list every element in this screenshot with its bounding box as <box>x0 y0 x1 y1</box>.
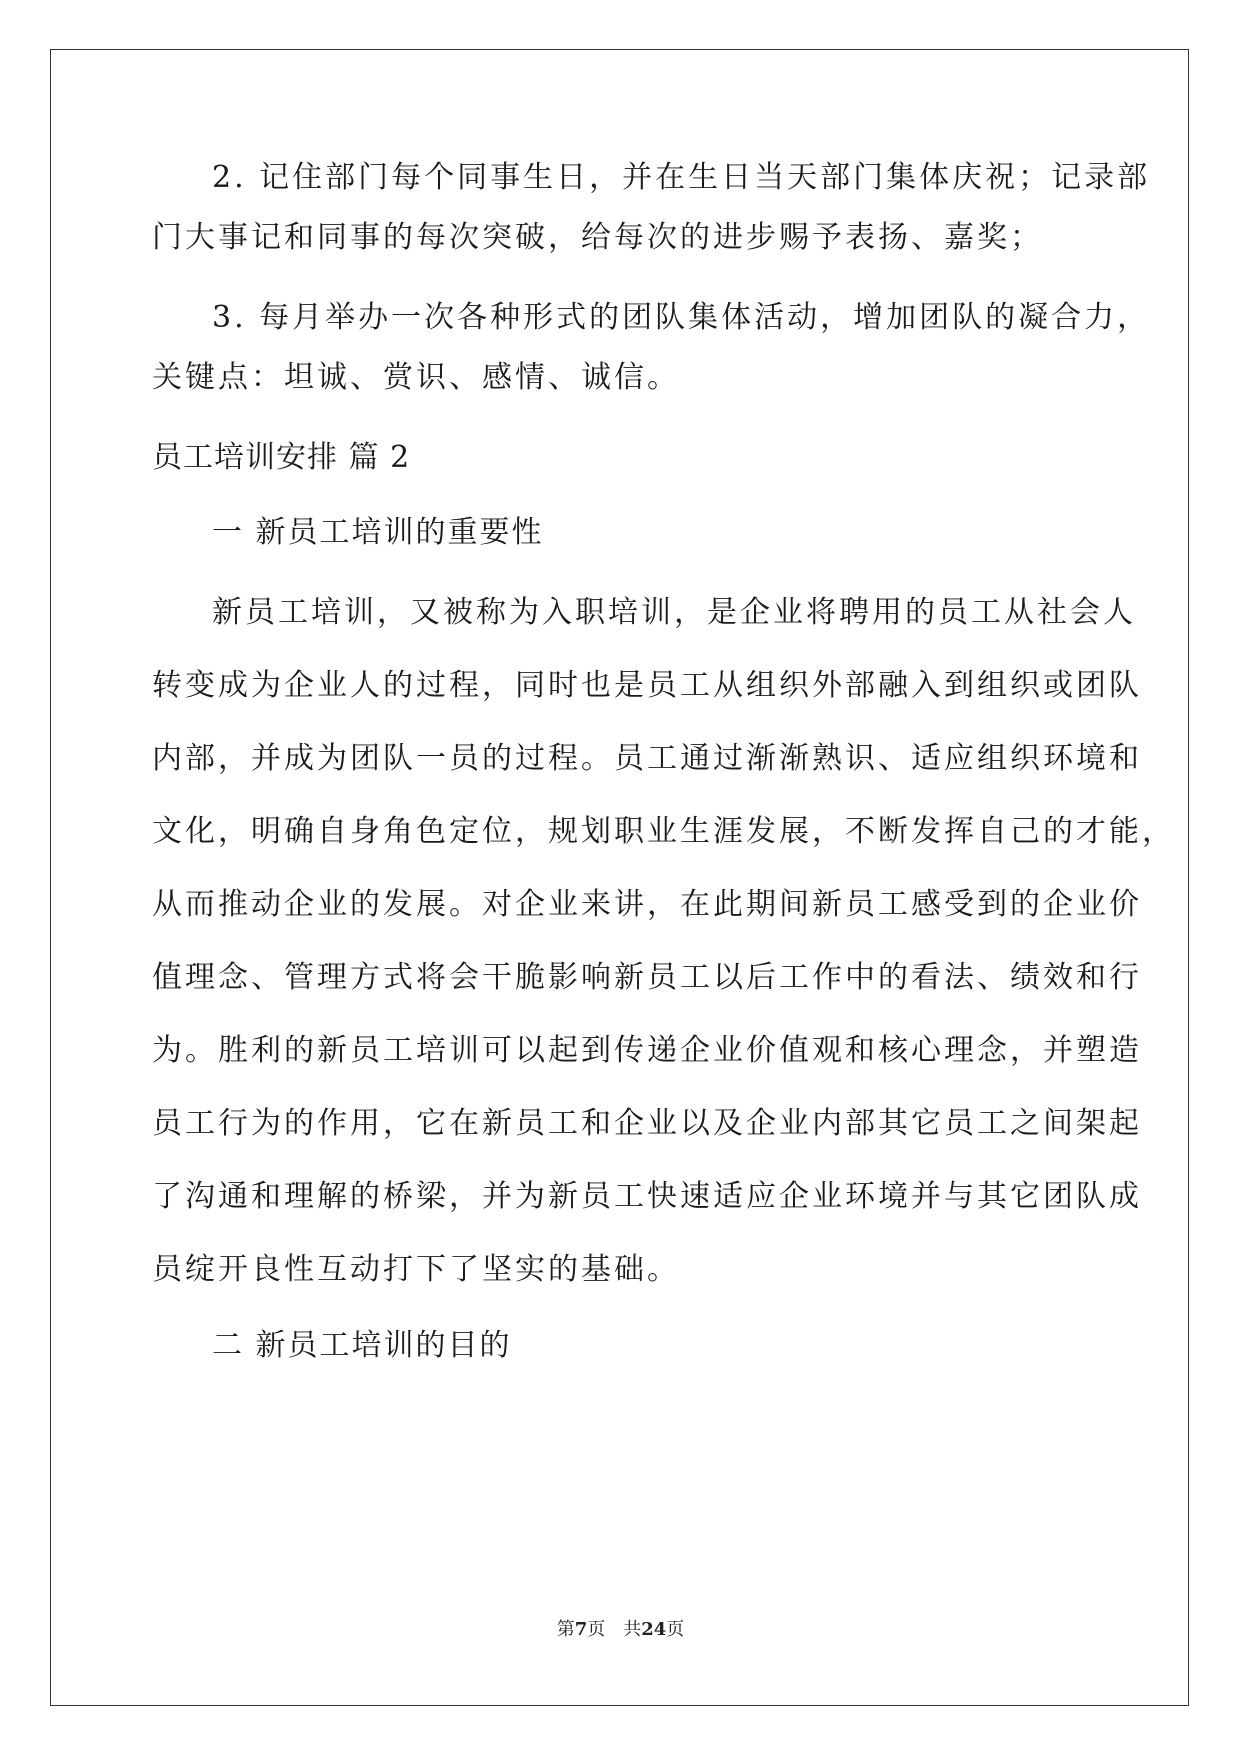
page-footer <box>0 1618 1241 1642</box>
text-line: 员绽开良性互动打下了坚实的基础。 <box>152 1252 680 1287</box>
page-number: 7 <box>574 1619 588 1640</box>
sub-heading: 二 新员工培训的目的 <box>212 1328 512 1363</box>
text-line: 新员工培训，又被称为入职培训，是企业将聘用的员工从社会人 <box>212 595 1136 630</box>
text-line: 转变成为企业人的过程，同时也是员工从组织外部融入到组织或团队 <box>152 668 1142 703</box>
text-line: 值理念、管理方式将会干脆影响新员工以后工作中的看法、绩效和行 <box>152 960 1142 995</box>
total-suffix: 页 <box>666 1619 685 1640</box>
text-line: 2. 记住部门每个同事生日，并在生日当天部门集体庆祝；记录部 <box>212 160 1151 195</box>
text-line: 门大事记和同事的每次突破，给每次的进步赐予表扬、嘉奖； <box>152 220 1043 255</box>
text-line: 从而推动企业的发展。对企业来讲，在此期间新员工感受到的企业价 <box>152 887 1142 922</box>
text-line: 文化，明确自身角色定位，规划职业生涯发展，不断发挥自己的才能， <box>152 814 1175 849</box>
sub-heading: 一 新员工培训的重要性 <box>212 515 544 550</box>
text-line: 关键点：坦诚、赏识、感情、诚信。 <box>152 360 680 395</box>
total-prefix: 共 <box>623 1619 642 1640</box>
page-suffix: 页 <box>587 1619 606 1640</box>
text-line: 员工行为的作用，它在新员工和企业以及企业内部其它员工之间架起 <box>152 1106 1142 1141</box>
text-line: 为。胜利的新员工培训可以起到传递企业价值观和核心理念，并塑造 <box>152 1033 1142 1068</box>
total-pages: 24 <box>641 1619 667 1640</box>
page-prefix: 第 <box>556 1619 575 1640</box>
section-heading: 员工培训安排 篇 2 <box>152 440 411 475</box>
text-line: 3. 每月举办一次各种形式的团队集体活动，增加团队的凝合力， <box>212 300 1151 335</box>
text-line: 了沟通和理解的桥梁，并为新员工快速适应企业环境并与其它团队成 <box>152 1179 1142 1214</box>
text-line: 内部，并成为团队一员的过程。员工通过渐渐熟识、适应组织环境和 <box>152 741 1142 776</box>
